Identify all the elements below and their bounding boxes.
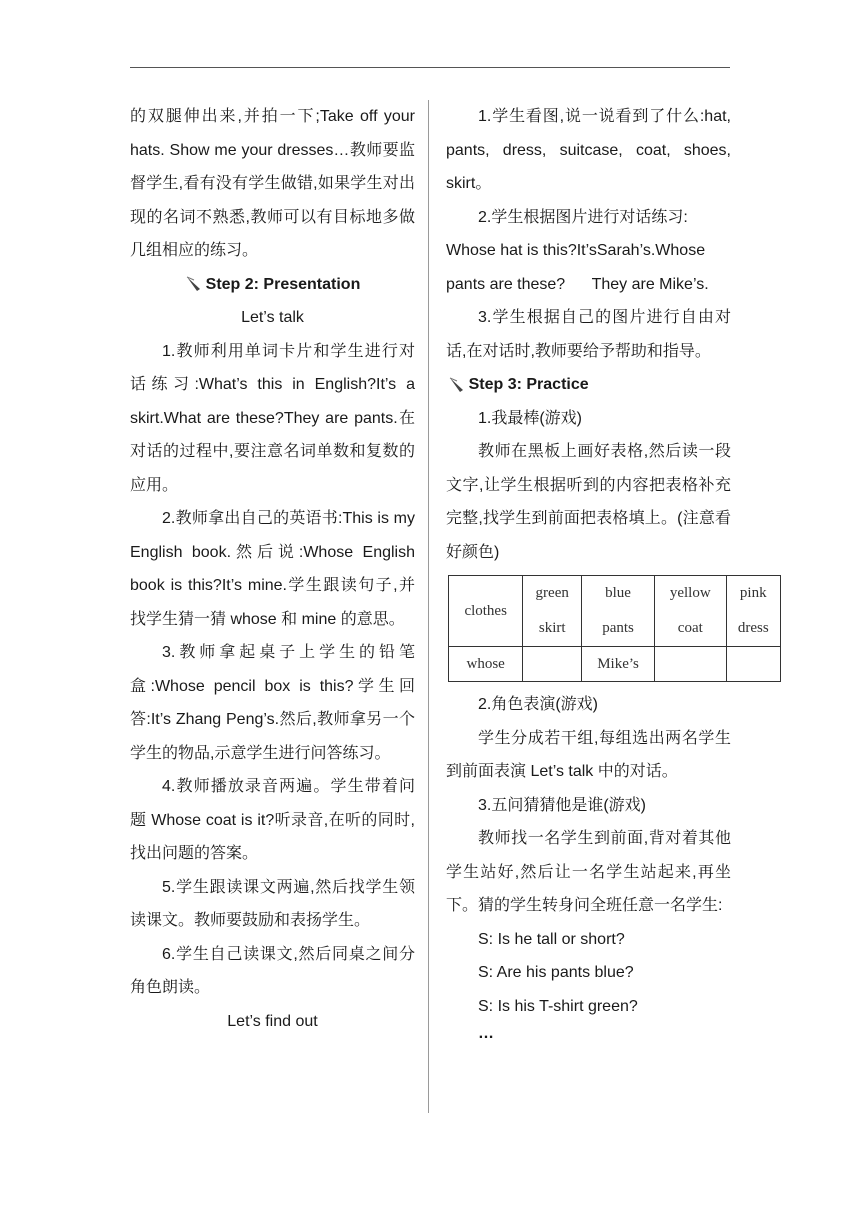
pen-nib-icon — [185, 275, 203, 293]
left-column — [130, 100, 415, 1038]
table-cell: green skirt — [523, 576, 582, 647]
dialog-line: S: Is he tall or short? — [478, 930, 625, 948]
step2-heading — [130, 268, 415, 302]
paragraph-continued: 的双腿伸出来,并拍一下;Take off your hats. Show me your dresses…教师要监督学生,看有没有学生做错,如果学生对出现的名词不熟悉,教师可以有目标地多做几组相应的练习。 — [130, 108, 415, 259]
table-cell: pink dress — [726, 576, 780, 647]
ellipsis: … — [478, 1025, 494, 1042]
list-item: 1.教师利用单词卡片和学生进行对话练习:What’s this in English?It’s a skirt.What are these?They are pants.在对话的过程中,要注意名词单数和复数的应用。 — [130, 342, 415, 494]
dialog-line: pants are these? They are Mike’s. — [446, 275, 709, 293]
lets-talk-subheading: Let’s talk — [241, 309, 304, 326]
pen-nib-icon — [448, 376, 466, 394]
list-item: 2.教师拿出自己的英语书:This is my English book.然后说:Whose English book is this?It’s mine.学生跟读句子,并找学生猜一猜 whose 和 mine 的意思。 — [130, 510, 415, 628]
table-cell — [726, 647, 780, 682]
dialog-line: S: Is his T-shirt green? — [478, 997, 638, 1015]
table-cell — [655, 647, 727, 682]
step3-heading — [414, 368, 731, 402]
list-item: 2.学生根据图片进行对话练习: — [478, 208, 688, 226]
lets-find-out-subheading: Let’s find out — [227, 1012, 318, 1030]
step2-title: Step 2: Presentation — [205, 275, 361, 293]
right-column — [446, 100, 769, 1045]
top-rule — [130, 67, 730, 68]
clothes-table — [448, 575, 781, 682]
list-item: 3.学生根据自己的图片进行自由对话,在对话时,教师要给予帮助和指导。 — [446, 309, 731, 360]
column-divider — [428, 100, 429, 1113]
game-title: 1.我最棒(游戏) — [478, 409, 583, 427]
game-description: 教师找一名学生到前面,背对着其他学生站好,然后让一名学生站起来,再坐下。猜的学生转身问全班任意一名学生: — [446, 830, 731, 914]
table-cell: Mike’s — [582, 647, 655, 682]
list-item: 6.学生自己读课文,然后同桌之间分角色朗读。 — [130, 945, 415, 996]
list-item: 4.教师播放录音两遍。学生带着问题 Whose coat is it?听录音,在听的同时,找出问题的答案。 — [130, 778, 415, 862]
dialog-line: Whose hat is this?It’sSarah’s.Whose — [446, 242, 706, 259]
game-description: 学生分成若干组,每组选出两名学生到前面表演 Let’s talk 中的对话。 — [446, 729, 731, 780]
game-title: 3.五问猜猜他是谁(游戏) — [478, 796, 647, 814]
game-title: 2.角色表演(游戏) — [478, 696, 599, 713]
list-item: 3.教师拿起桌子上学生的铅笔盒:Whose pencil box is this?学生回答:It’s Zhang Peng’s.然后,教师拿另一个学生的物品,示意学生进行问答练习。 — [130, 644, 415, 762]
table-row-label: whose — [449, 647, 523, 682]
table-cell: yellow coat — [655, 576, 727, 647]
list-item: 1.学生看图,说一说看到了什么:hat, pants, dress, suitcase, coat, shoes, skirt。 — [446, 108, 731, 192]
table-row-label: clothes — [449, 576, 523, 647]
table-cell: blue pants — [582, 576, 655, 647]
step3-title: Step 3: Practice — [468, 376, 589, 393]
table-cell — [523, 647, 582, 682]
game-description: 教师在黑板上画好表格,然后读一段文字,让学生根据听到的内容把表格补充完整,找学生到前面把表格填上。(注意看好颜色) — [446, 443, 731, 561]
list-item: 5.学生跟读课文两遍,然后找学生领读课文。教师要鼓励和表扬学生。 — [130, 878, 415, 929]
dialog-line: S: Are his pants blue? — [478, 964, 634, 981]
